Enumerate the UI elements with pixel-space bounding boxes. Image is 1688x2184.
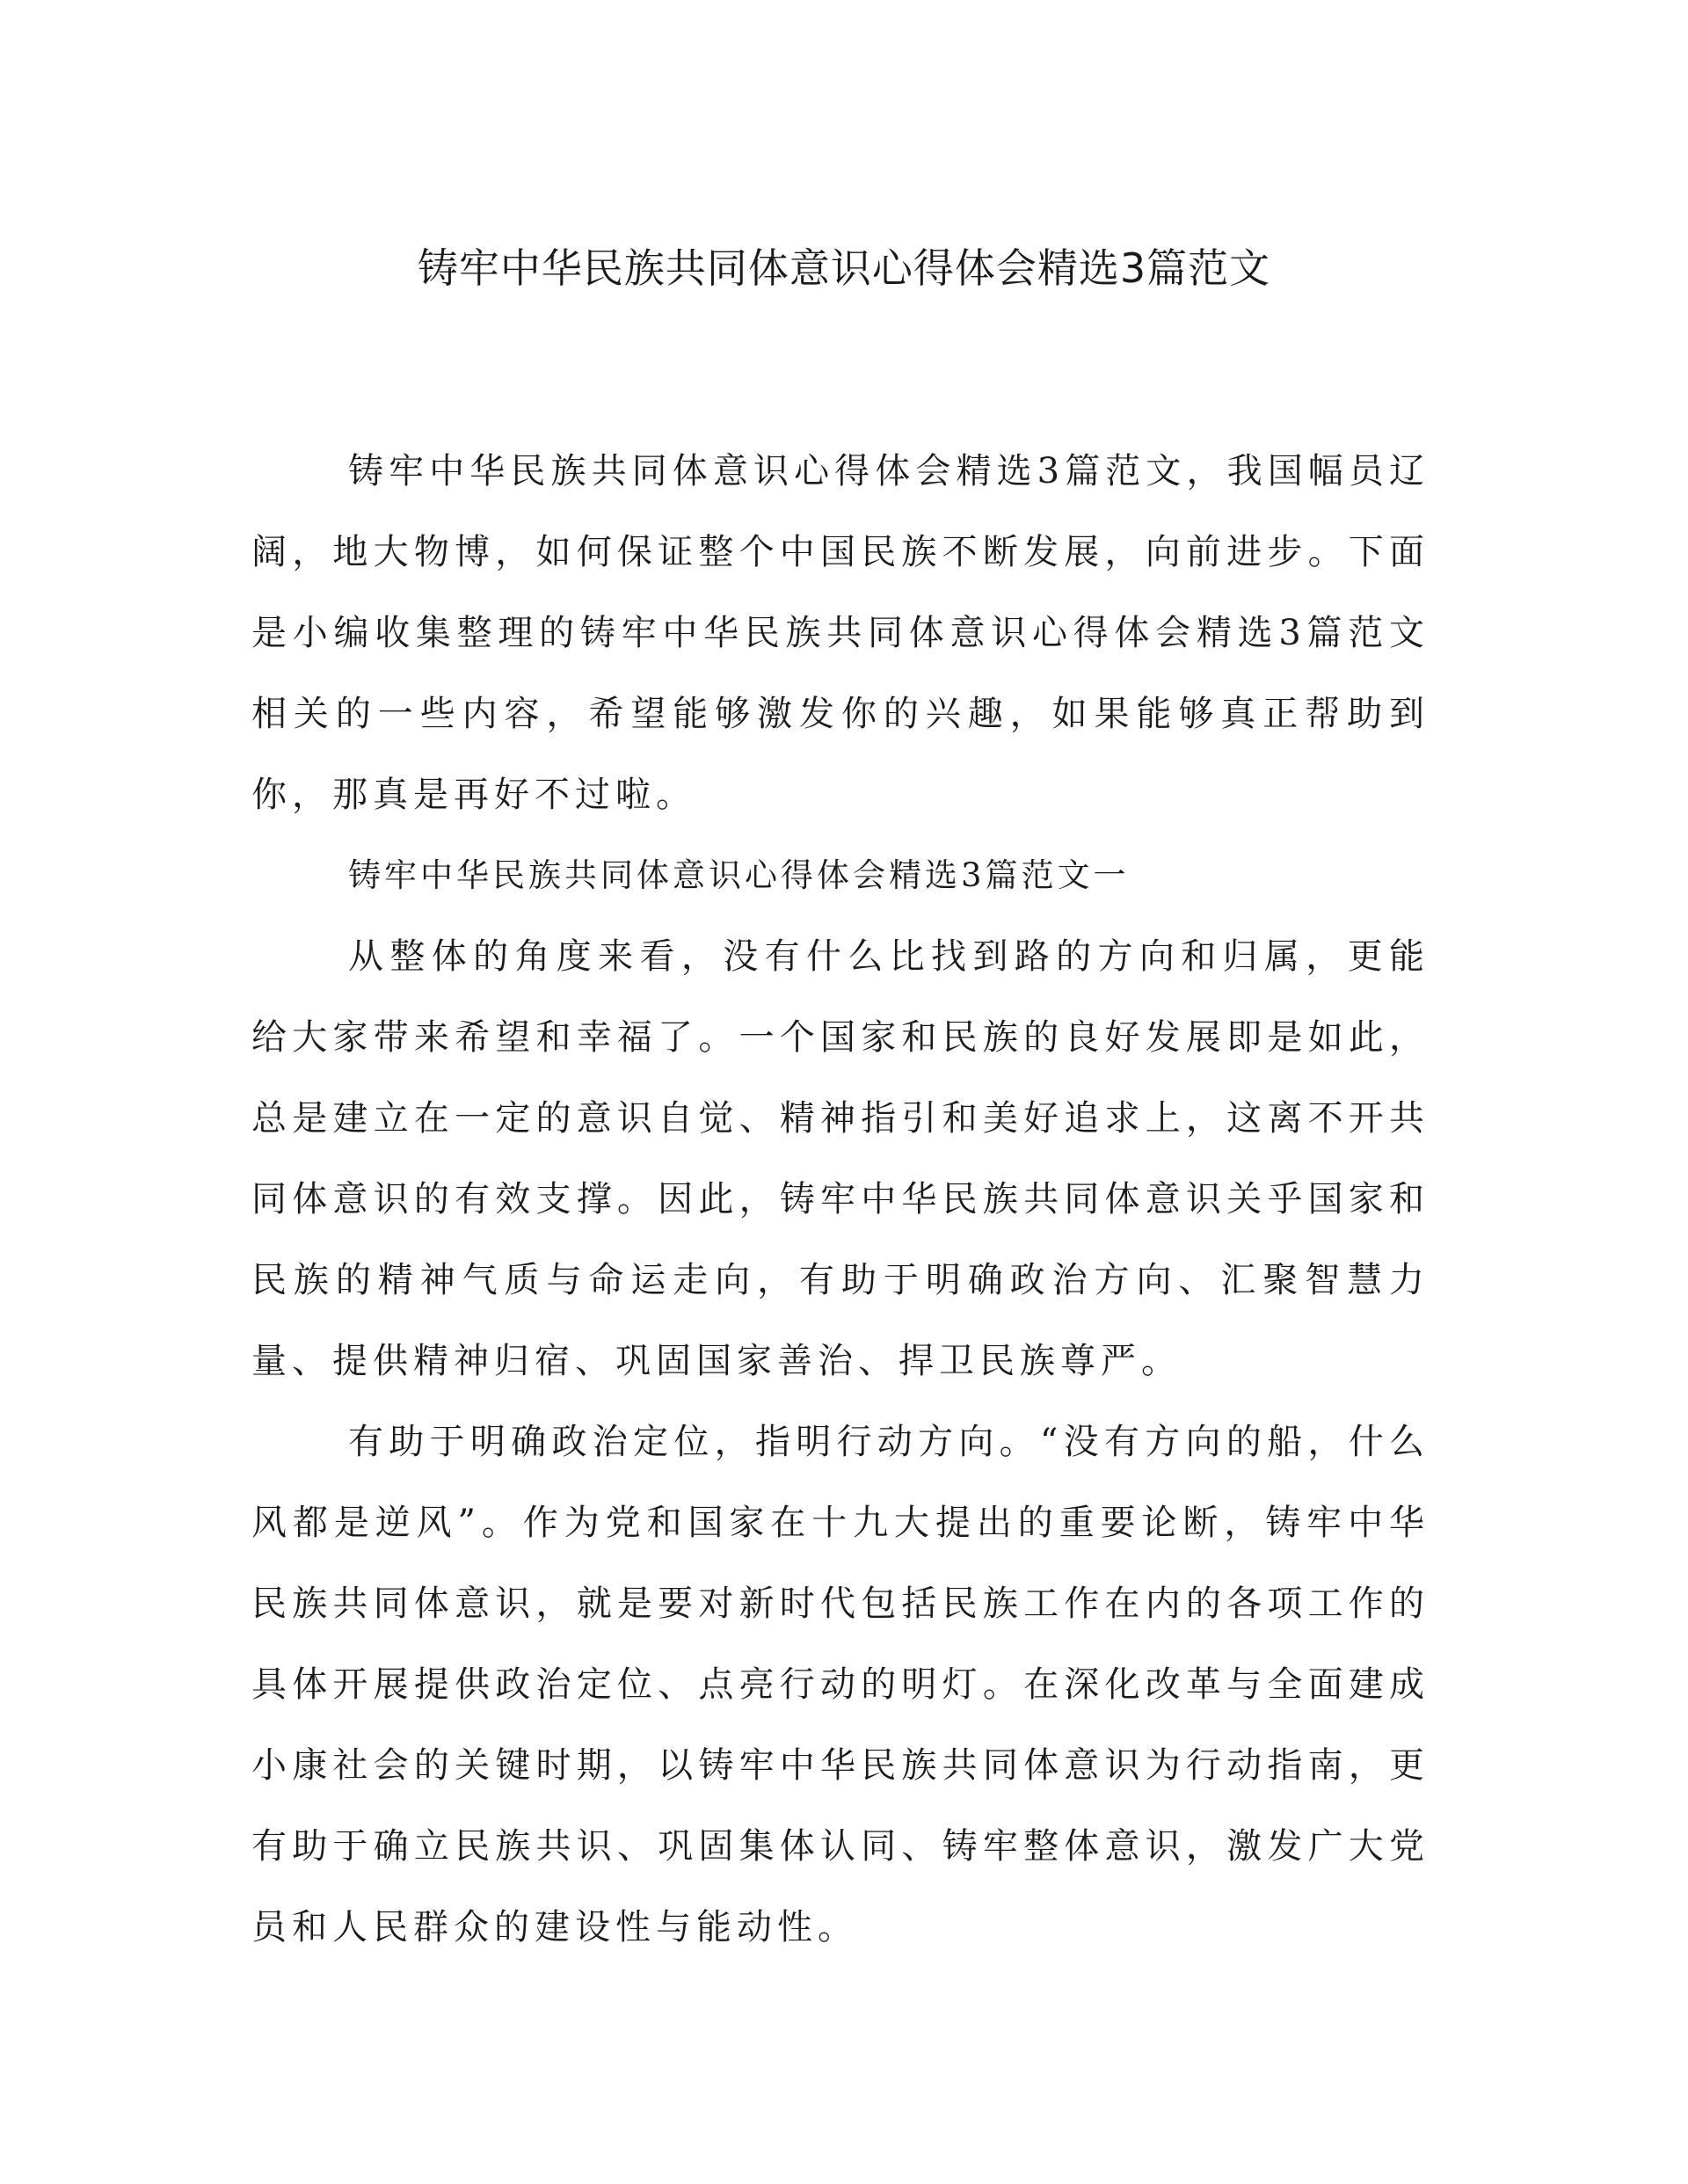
body-paragraph: 从整体的角度来看，没有什么比找到路的方向和归属，更能给大家带来希望和幸福了。一个国家和民族的良好发展即是如此，总是建立在一定的意识自觉、精神指引和美好追求上，这离不开共同体意识的有效支撑。因此，铸牢中华民族共同体意识关乎国家和民族的精神气质与命运走向，有助于明确政治方向、汇聚智慧力量、提供精神归宿、巩固国家善治、捍卫民族尊严。	[251, 936, 1430, 1381]
document-body	[251, 431, 1430, 1968]
body-paragraph: 有助于明确政治定位，指明行动方向。“没有方向的船，什么风都是逆风”。作为党和国家在十九大提出的重要论断，铸牢中华民族共同体意识，就是要对新时代包括民族工作在内的各项工作的具体开展提供政治定位、点亮行动的明灯。在深化改革与全面建成小康社会的关键时期，以铸牢中华民族共同体意识为行动指南，更有助于确立民族共识、巩固集体认同、铸牢整体意识，激发广大党员和人民群众的建设性与能动性。	[251, 1422, 1430, 1947]
document-title: 铸牢中华民族共同体意识心得体会精选3篇范文	[417, 244, 1271, 292]
section-heading: 铸牢中华民族共同体意识心得体会精选3篇范文一	[348, 856, 1130, 894]
intro-paragraph: 铸牢中华民族共同体意识心得体会精选3篇范文，我国幅员辽阔，地大物博，如何保证整个中国民族不断发展，向前进步。下面是小编收集整理的铸牢中华民族共同体意识心得体会精选3篇范文相关的一些内容，希望能够激发你的兴趣，如果能够真正帮助到你，那真是再好不过啦。	[251, 451, 1430, 815]
